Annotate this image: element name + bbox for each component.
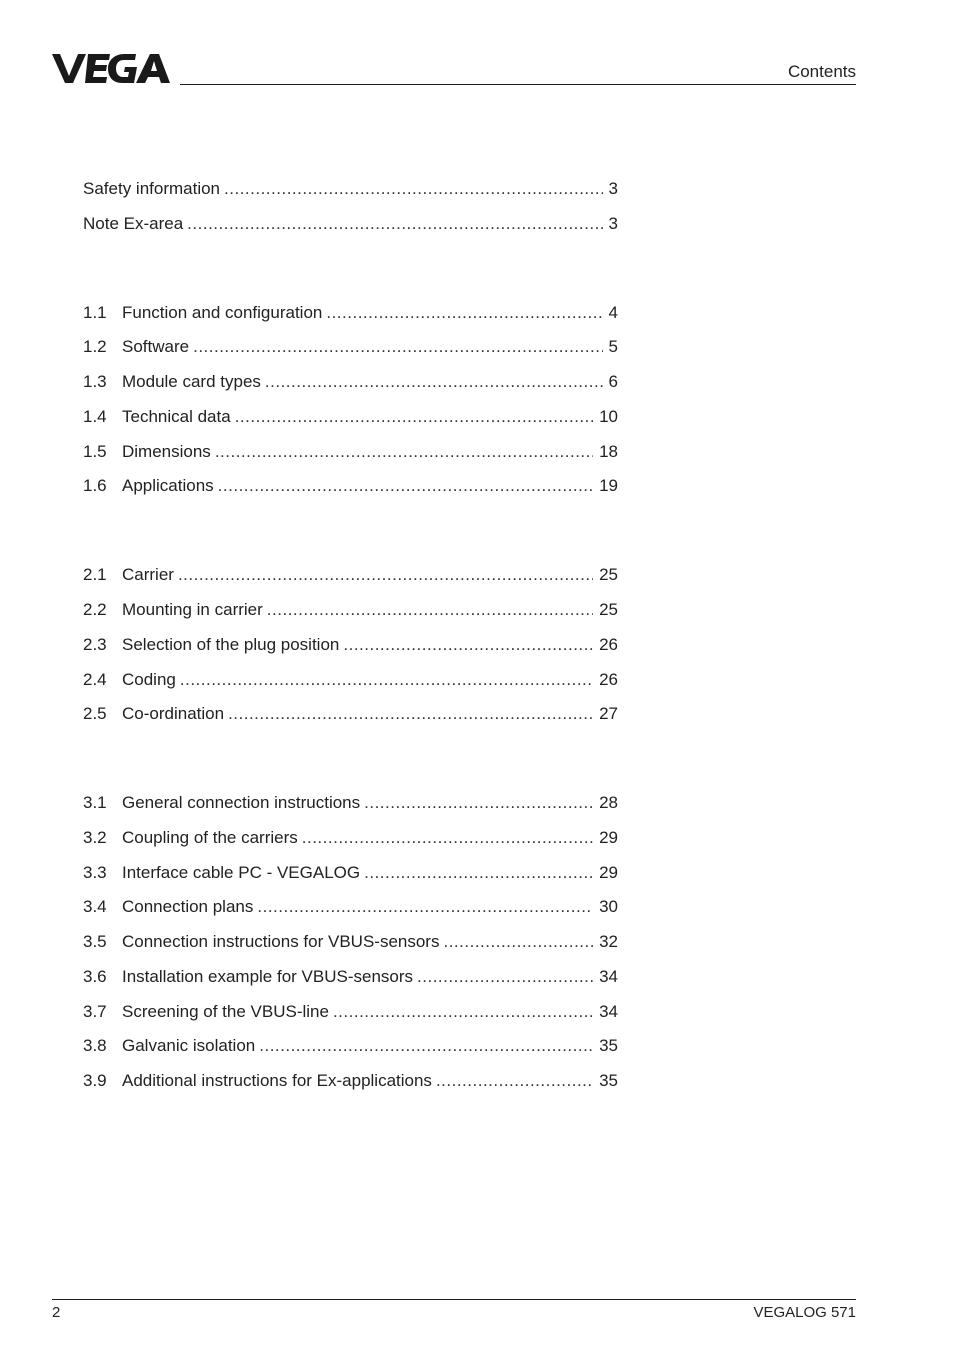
- toc-entry-title: Installation example for VBUS-sensors: [122, 967, 414, 986]
- toc-entry: [83, 931, 618, 953]
- toc-entry-number: 3.4: [83, 897, 107, 916]
- toc-entry-number: 2.5: [83, 704, 107, 723]
- toc-entry: [83, 475, 618, 497]
- toc-entry: [83, 441, 618, 463]
- toc-entry-page: 6: [608, 372, 618, 391]
- toc-leader-dots: [218, 475, 593, 497]
- toc-entry-title: General connection instructions: [122, 793, 361, 812]
- toc-entry-title: Selection of the plug position: [122, 635, 340, 654]
- toc-entry: [83, 827, 618, 849]
- toc-entry-title: Coupling of the carriers: [122, 828, 298, 847]
- toc-entry-title: Screening of the VBUS-line: [122, 1002, 329, 1021]
- toc-leader-dots: [180, 669, 593, 691]
- toc-leader-dots: [215, 441, 593, 463]
- toc-entry: [83, 406, 618, 428]
- toc-entry-number: 3.2: [83, 828, 107, 847]
- toc-entry: [83, 564, 618, 586]
- toc-entry-title: Mounting in carrier: [122, 600, 263, 619]
- toc-entry-page: 32: [599, 932, 618, 951]
- toc-entry-title: Note Ex-area: [83, 214, 184, 233]
- toc-entry-title: Applications: [122, 476, 214, 495]
- toc-entry-number: 3.7: [83, 1002, 107, 1021]
- footer-rule: [52, 1299, 856, 1300]
- toc-entry-title: Module card types: [122, 372, 261, 391]
- toc-leader-dots: [187, 213, 602, 235]
- toc-entry-title: Connection instructions for VBUS-sensors: [122, 932, 440, 951]
- toc-entry-page: 29: [599, 863, 618, 882]
- toc-leader-dots: [178, 564, 593, 586]
- toc-entry-page: 29: [599, 828, 618, 847]
- toc-entry: [83, 966, 618, 988]
- toc-entry-number: 3.5: [83, 932, 107, 951]
- toc-entry-title: Safety information: [83, 179, 221, 198]
- toc-entry-page: 26: [599, 670, 618, 689]
- toc-leader-dots: [267, 599, 593, 621]
- toc-entry-page: 10: [599, 407, 618, 426]
- toc-entry-title: Connection plans: [122, 897, 254, 916]
- toc-entry: [83, 1035, 618, 1057]
- toc-entry-page: 19: [599, 476, 618, 495]
- toc-entry-title: Dimensions: [122, 442, 211, 461]
- toc-leader-dots: [193, 336, 602, 358]
- toc-entry-page: 35: [599, 1036, 618, 1055]
- toc-entry: [83, 1070, 618, 1092]
- toc-entry-page: 4: [608, 303, 618, 322]
- header-rule: [180, 84, 856, 85]
- toc-leader-dots: [302, 827, 593, 849]
- toc-entry: [83, 896, 618, 918]
- toc-entry-page: 3: [608, 214, 618, 233]
- toc-leader-dots: [224, 178, 603, 200]
- toc-entry-page: 3: [608, 179, 618, 198]
- toc-entry-number: 1.2: [83, 337, 107, 356]
- toc-entry-title: Software: [122, 337, 190, 356]
- toc-entry-number: 3.8: [83, 1036, 107, 1055]
- toc-entry-page: 27: [599, 704, 618, 723]
- toc-entry-page: 26: [599, 635, 618, 654]
- vega-logo-mark: [52, 50, 172, 86]
- toc-entry-number: 3.9: [83, 1071, 107, 1090]
- toc-leader-dots: [326, 302, 602, 324]
- toc-entry: [83, 703, 618, 725]
- toc-entry: [83, 336, 618, 358]
- toc-entry-page: 34: [599, 1002, 618, 1021]
- toc-entry-number: 1.4: [83, 407, 107, 426]
- toc-entry-page: 25: [599, 600, 618, 619]
- toc-entry: [83, 669, 618, 691]
- toc-leader-dots: [259, 1035, 593, 1057]
- toc-entry: [83, 178, 618, 200]
- toc-entry-page: 5: [608, 337, 618, 356]
- toc-entry: [83, 599, 618, 621]
- toc-entry-title: Co-ordination: [122, 704, 225, 723]
- footer-product-name: VEGALOG 571: [753, 1304, 856, 1321]
- toc-entry-page: 34: [599, 967, 618, 986]
- toc-entry: [83, 302, 618, 324]
- toc-entry-number: 2.4: [83, 670, 107, 689]
- toc-entry: [83, 371, 618, 393]
- toc-leader-dots: [265, 371, 603, 393]
- toc-entry-title: Interface cable PC - VEGALOG: [122, 863, 361, 882]
- toc-entry-number: 1.3: [83, 372, 107, 391]
- toc-entry-number: 3.3: [83, 863, 107, 882]
- toc-entry-page: 28: [599, 793, 618, 812]
- toc-leader-dots: [364, 862, 593, 884]
- toc-entry-title: Coding: [122, 670, 176, 689]
- toc-entry-page: 25: [599, 565, 618, 584]
- footer-page-number: 2: [52, 1304, 61, 1321]
- toc-leader-dots: [364, 792, 593, 814]
- toc-entry-number: 3.6: [83, 967, 107, 986]
- header-section-title: Contents: [787, 62, 856, 81]
- toc-entry-number: 2.1: [83, 565, 107, 584]
- toc-entry-title: Function and configuration: [122, 303, 323, 322]
- toc-leader-dots: [333, 1001, 593, 1023]
- toc-leader-dots: [443, 931, 593, 953]
- toc-leader-dots: [417, 966, 593, 988]
- toc-leader-dots: [235, 406, 593, 428]
- toc-entry-number: 1.6: [83, 476, 107, 495]
- toc-entry-number: 2.2: [83, 600, 107, 619]
- toc-entry: [83, 862, 618, 884]
- toc-entry: [83, 1001, 618, 1023]
- toc-entry-number: 2.3: [83, 635, 107, 654]
- toc-entry: [83, 213, 618, 235]
- toc-leader-dots: [228, 703, 593, 725]
- toc-entry: [83, 792, 618, 814]
- toc-entry-title: Additional instructions for Ex-applications: [122, 1071, 432, 1090]
- toc-entry-page: 30: [599, 897, 618, 916]
- toc-entry-page: 35: [599, 1071, 618, 1090]
- toc-entry-number: 3.1: [83, 793, 107, 812]
- toc-entry-number: 1.1: [83, 303, 107, 322]
- toc-entry-title: Carrier: [122, 565, 174, 584]
- toc-leader-dots: [343, 634, 593, 656]
- toc-leader-dots: [257, 896, 593, 918]
- toc-entry-title: Technical data: [122, 407, 231, 426]
- toc-leader-dots: [436, 1070, 593, 1092]
- toc-entry-number: 1.5: [83, 442, 107, 461]
- toc-entry: [83, 634, 618, 656]
- vega-logo: [52, 50, 172, 86]
- toc-entry-page: 18: [599, 442, 618, 461]
- toc-entry-title: Galvanic isolation: [122, 1036, 256, 1055]
